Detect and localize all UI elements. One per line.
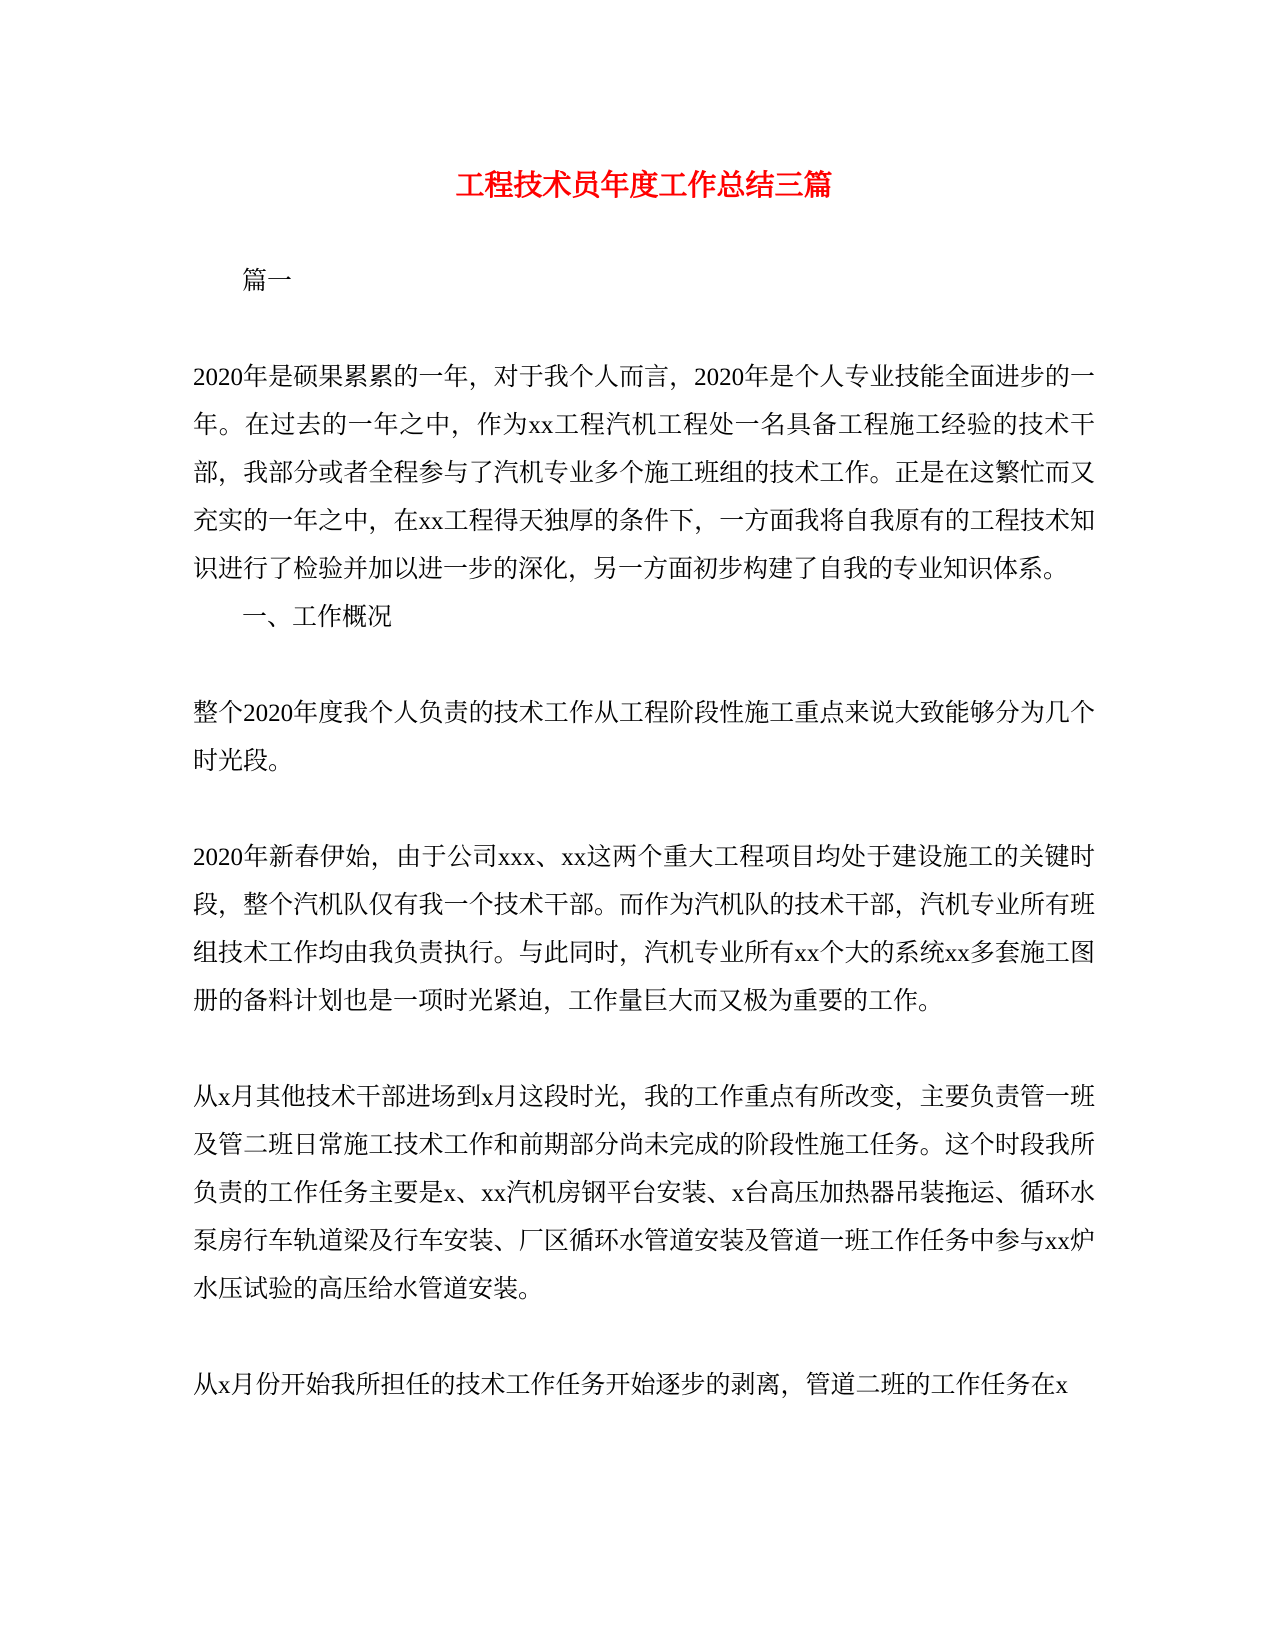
heading-work-overview: 一、工作概况 <box>242 604 393 631</box>
paragraph-transition: 从x月份开始我所担任的技术工作任务开始逐步的剥离，管道二班的工作任务在x <box>193 1372 1069 1399</box>
subtitle-part-one: 篇一 <box>242 268 293 295</box>
paragraph-work-overview: 整个2020年度我个人负责的技术工作从工程阶段性施工重点来说大致能够分为几个时光段。 <box>193 700 1095 775</box>
paragraph-duties: 从x月其他技术干部进场到x月这段时光，我的工作重点有所改变，主要负责管一班及管二班日常施工技术工作和前期部分尚未完成的阶段性施工任务。这个时段我所负责的工作任务主要是x、xx汽机房钢平台安装、x台高压加热器吊装拖运、循环水泵房行车轨道梁及行车安装、厂区循环水管道安装及管道一班工作任务中参与xx炉水压试验的高压给水管道安装。 <box>193 1084 1095 1303</box>
paragraph-spring-start: 2020年新春伊始，由于公司xxx、xx这两个重大工程项目均处于建设施工的关键时段，整个汽机队仅有我一个技术干部。而作为汽机队的技术干部，汽机专业所有班组技术工作均由我负责执行。与此同时，汽机专业所有xx个大的系统xx多套施工图册的备料计划也是一项时光紧迫，工作量巨大而又极为重要的工作。 <box>193 844 1095 1015</box>
paragraph-intro: 2020年是硕果累累的一年，对于我个人而言，2020年是个人专业技能全面进步的一年。在过去的一年之中，作为xx工程汽机工程处一名具备工程施工经验的技术干部，我部分或者全程参与了汽机专业多个施工班组的技术工作。正是在这繁忙而又充实的一年之中，在xx工程得天独厚的条件下，一方面我将自我原有的工程技术知识进行了检验并加以进一步的深化，另一方面初步构建了自我的专业知识体系。 <box>193 364 1095 583</box>
document-title: 工程技术员年度工作总结三篇 <box>455 170 833 202</box>
